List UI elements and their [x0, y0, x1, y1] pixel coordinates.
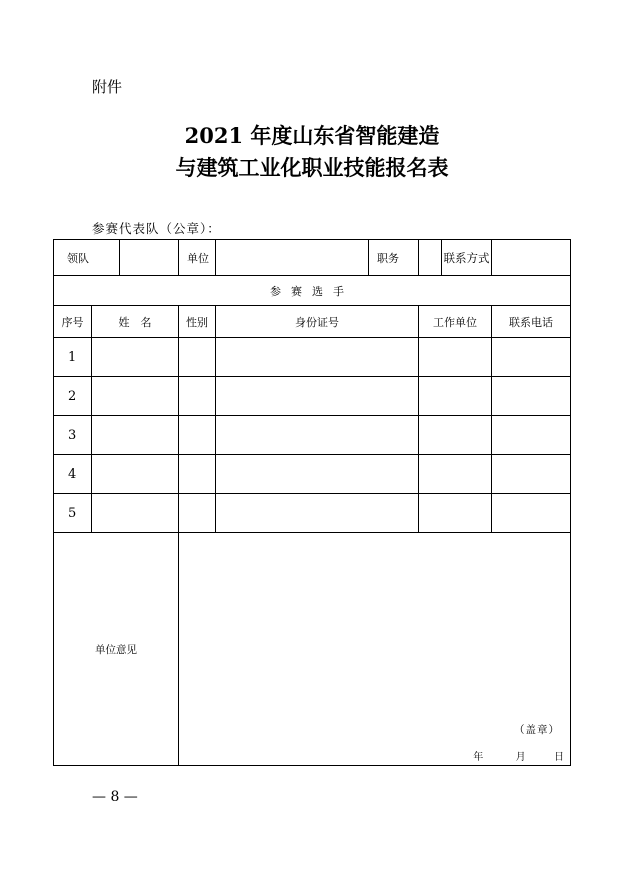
- table-row: [54, 455, 571, 494]
- name-cell[interactable]: [92, 377, 179, 416]
- phone-cell[interactable]: [492, 338, 571, 377]
- seal-note: （盖章）: [514, 724, 560, 736]
- team-label: 参赛代表队（公章）：: [92, 221, 221, 236]
- name-cell[interactable]: [92, 494, 179, 533]
- id-cell[interactable]: [216, 416, 419, 455]
- section-title: 参赛选手: [54, 276, 571, 306]
- phone-cell[interactable]: [492, 455, 571, 494]
- col-header-work-unit: 工作单位: [419, 306, 492, 338]
- row-number: 2: [54, 377, 92, 416]
- column-header-row: [54, 306, 571, 338]
- position-value-cell[interactable]: [419, 240, 442, 276]
- row-number: 5: [54, 494, 92, 533]
- leader-label: 领队: [54, 240, 179, 276]
- id-cell[interactable]: [216, 494, 419, 533]
- table-row: [54, 377, 571, 416]
- id-cell[interactable]: [216, 377, 419, 416]
- page-number: — 8 —: [92, 789, 138, 805]
- form-title-line2: 与建筑工业化职业技能报名表: [175, 155, 449, 180]
- work-unit-cell[interactable]: [419, 338, 492, 377]
- name-cell[interactable]: [92, 338, 179, 377]
- id-cell[interactable]: [216, 455, 419, 494]
- gender-cell[interactable]: [179, 338, 216, 377]
- position-label: 职务: [369, 240, 419, 276]
- date-year: 年: [473, 752, 484, 763]
- table-row: [54, 338, 571, 377]
- contact-value-cell[interactable]: [492, 240, 571, 276]
- row-number: 3: [54, 416, 92, 455]
- row-number: 4: [54, 455, 92, 494]
- col-header-gender: 性别: [179, 306, 216, 338]
- contact-label: 联系方式: [442, 240, 492, 276]
- leader-value-cell[interactable]: [120, 240, 178, 275]
- opinion-cell[interactable]: [179, 533, 571, 766]
- gender-cell[interactable]: [179, 377, 216, 416]
- gender-cell[interactable]: [179, 455, 216, 494]
- phone-cell[interactable]: [492, 377, 571, 416]
- id-cell[interactable]: [216, 338, 419, 377]
- work-unit-cell[interactable]: [419, 494, 492, 533]
- work-unit-cell[interactable]: [419, 416, 492, 455]
- name-cell[interactable]: [92, 416, 179, 455]
- phone-cell[interactable]: [492, 416, 571, 455]
- name-cell[interactable]: [92, 455, 179, 494]
- col-header-id: 身份证号: [216, 306, 419, 338]
- date-month: 月: [515, 752, 526, 763]
- table-row: [54, 416, 571, 455]
- col-header-name: 姓 名: [92, 306, 179, 338]
- phone-cell[interactable]: [492, 494, 571, 533]
- unit-label: 单位: [179, 240, 216, 276]
- date-line: [473, 748, 564, 763]
- col-header-phone: 联系电话: [492, 306, 571, 338]
- col-header-no: 序号: [54, 306, 92, 338]
- gender-cell[interactable]: [179, 416, 216, 455]
- unit-value-cell[interactable]: [216, 240, 369, 276]
- work-unit-cell[interactable]: [419, 377, 492, 416]
- form-title-line1: 2021 年度山东省智能建造: [184, 123, 440, 148]
- opinion-label: 单位意见: [54, 533, 179, 766]
- work-unit-cell[interactable]: [419, 455, 492, 494]
- opinion-row: [54, 533, 571, 766]
- section-row: [54, 276, 571, 306]
- registration-table: [53, 239, 571, 766]
- attachment-label: 附件: [92, 78, 123, 96]
- gender-cell[interactable]: [179, 494, 216, 533]
- date-day: 日: [554, 752, 564, 763]
- row-number: 1: [54, 338, 92, 377]
- leader-row: [54, 240, 571, 276]
- table-row: [54, 494, 571, 533]
